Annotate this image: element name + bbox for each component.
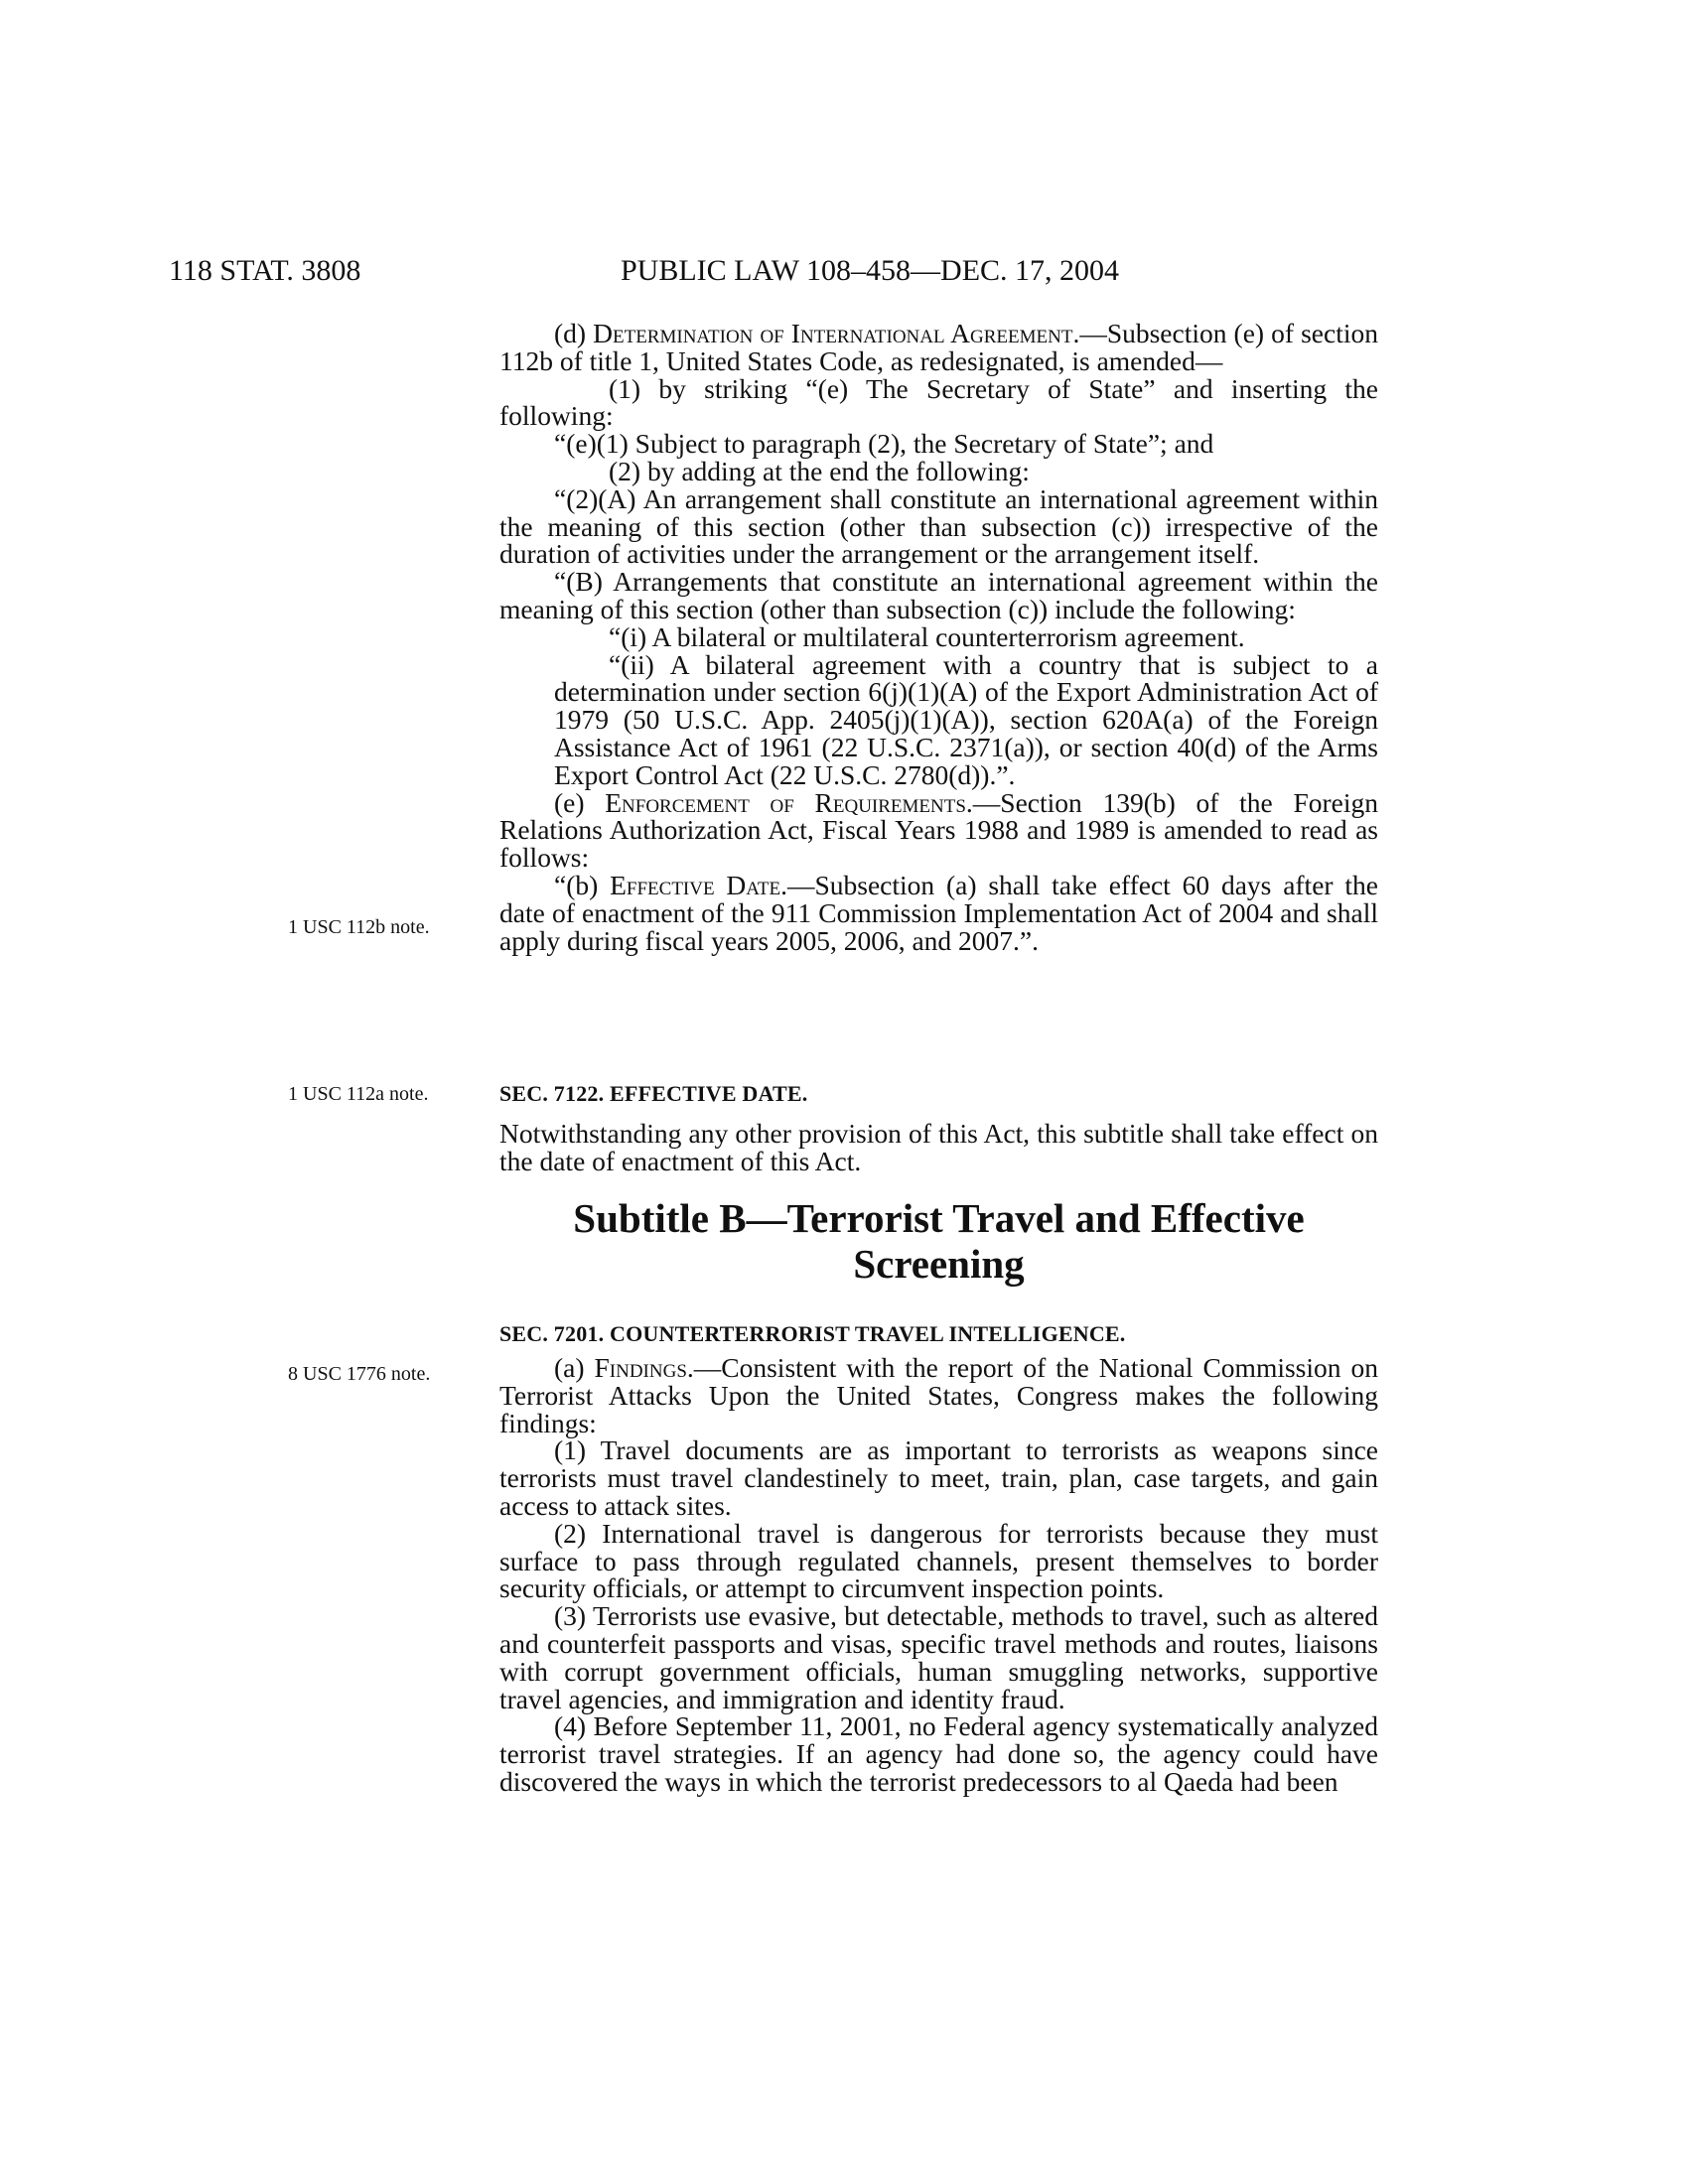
subtitle-heading [499,1195,1378,1287]
paragraph-e1: “(e)(1) Subject to paragraph (2), the Secretary of State”; and [554,428,1214,460]
section-7122-heading: SEC. 7122. EFFECTIVE DATE. [499,1081,808,1106]
paragraph-2B: “(B) Arrangements that constitute an international agreement within the meaning of this section (other than subsection (c)) include the following: [499,566,1378,624]
clause-i: “(i) A bilateral or multilateral counterterrorism agreement. [609,620,1245,652]
section-7122-body [499,1120,1378,1175]
finding-2: (2) International travel is dangerous for terrorists because they must surface to pass through regulated channels, present themselves to border security officials, or attempt to circumvent inspection points. [499,1517,1378,1604]
quoted-subsection-b [499,869,1378,956]
subsection-d-text: .—Subsection (e) of section 112b of title 1, United States Code, as redesignated, is amended— [499,318,1378,376]
finding-1: (1) Travel documents are as important to terrorists as weapons since terrorists must travel clandestinely to meet, train, plan, case targets, and gain access to attack sites. [499,1434,1378,1521]
section-7201 [499,1354,1378,1796]
section-7201-heading-wrap [499,1320,1378,1348]
subsection-e-heading: Enforcement of Requirements [605,786,966,818]
subsection-e-number: (e) [554,786,606,818]
subsection-d [499,320,1378,375]
section-7201-heading: SEC. 7201. COUNTERTERRORIST TRAVEL INTELLIGENCE. [499,1321,1126,1346]
section-7122 [499,1080,1378,1108]
subsection-a-number: (a) [554,1352,595,1383]
finding-4: (4) Before September 11, 2001, no Federal agency systematically analyzed terrorist travel strategies. If an agency had done so, the agency could have discovered the ways in which the terrorist predecessors to al Qaeda had been [499,1710,1378,1797]
subsection-e-text: .—Section 139(b) of the Foreign Relations Authorization Act, Fiscal Years 1988 and 1989 is amended to read as follows: [499,786,1378,874]
quoted-subsection-b-heading: Effective Date [610,869,781,900]
margin-note-8-usc-1776: 8 USC 1776 note. [288,1363,431,1385]
paragraph-2A: “(2)(A) An arrangement shall constitute an international agreement within the meaning of this section (other than subsection (c)) irrespective of the duration of activities under the arrangement or the arrangement itself. [499,482,1378,570]
running-title: PUBLIC LAW 108–458—DEC. 17, 2004 [621,254,1120,287]
subsection-d-number: (d) [554,318,594,348]
subtitle-line-2: Screening [853,1241,1025,1287]
subtitle-line-1: Subtitle B—Terrorist Travel and Effective [573,1195,1305,1241]
section-7121-continued [499,320,1378,954]
finding-3: (3) Terrorists use evasive, but detectable, methods to travel, such as altered and counterfeit passports and visas, specific travel methods and routes, liaisons with corrupt government officials, human smuggling networks, supportive travel agencies, and immigration and identity fraud. [499,1600,1378,1714]
subsection-a-heading: Findings [594,1352,687,1383]
paragraph-1: (1) by striking “(e) The Secretary of State” and inserting the following: [499,372,1378,432]
subsection-a-findings [499,1354,1378,1436]
margin-note-1-usc-112b: 1 USC 112b note. [288,916,430,938]
paragraph-2: (2) by adding at the end the following: [609,455,1030,486]
page-reference: 118 STAT. 3808 [169,254,361,287]
subsection-d-heading: Determination of International Agreement [593,318,1073,348]
quoted-subsection-b-number: “(b) [554,869,611,900]
clause-ii: “(ii) A bilateral agreement with a country that is subject to a determination under section 6(j)(1)(A) of the Export Administration Act of 1979 (50 U.S.C. App. 2405(j)(1)(A)), section 620A(a) of the Foreign Assistance Act of 1961 (22 U.S.C. 2371(a)), or section 40(d) of the Arms Export Control Act (22 U.S.C. 2780(d)).”. [554,648,1378,790]
subsection-a-text: .—Consistent with the report of the National Commission on Terrorist Attacks Upon the United States, Congress makes the following findings: [499,1352,1378,1438]
subsection-e [499,786,1378,874]
margin-note-1-usc-112a: 1 USC 112a note. [288,1083,429,1105]
section-7122-text: Notwithstanding any other provision of this Act, this subtitle shall take effect on the date of enactment of this Act. [499,1118,1378,1176]
quoted-subsection-b-text: .—Subsection (a) shall take effect 60 days after the date of enactment of the 911 Commission Implementation Act of 2004 and shall apply during fiscal years 2005, 2006, and 2007.”. [499,869,1378,956]
